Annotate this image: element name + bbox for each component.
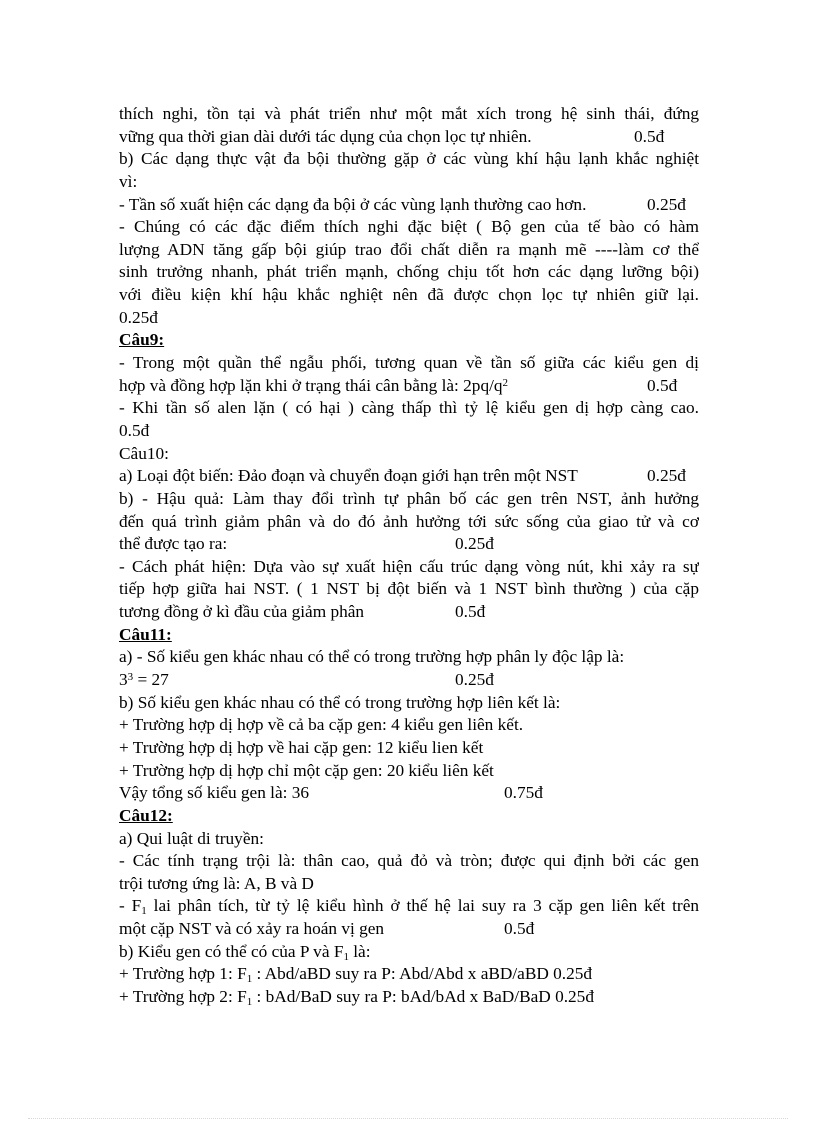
- line-text-continued: lai phân tích, từ tỷ lệ kiểu hình ở thế hệ lai suy ra 3 cặp gen liên kết trên: [146, 896, 699, 916]
- text-line: [119, 148, 699, 171]
- text-line: [119, 420, 699, 443]
- line-text: Câu12:: [119, 805, 173, 825]
- line-text: + Trường hợp dị hợp về hai cặp gen: 12 kiểu lien kết: [119, 737, 484, 757]
- line-text-continued: = 27: [133, 670, 169, 690]
- score-value: 0.5đ: [504, 919, 535, 939]
- line-text: Câu9:: [119, 330, 165, 350]
- subscript: 1: [246, 973, 253, 986]
- line-text: b) - Hậu quả: Làm thay đổi trình tự phân bố các gen trên NST, ảnh hưởng: [119, 488, 699, 508]
- line-text: Câu10:: [119, 443, 169, 463]
- line-text: thể được tạo ra:: [119, 534, 228, 554]
- line-text: tiếp hợp giữa hai NST. ( 1 NST bị đột biến và 1 NST bình thường ) của cặp: [119, 579, 699, 599]
- line-text: b) Số kiểu gen khác nhau có thể có trong trường hợp liên kết là:: [119, 692, 561, 712]
- text-line: [119, 171, 699, 194]
- line-text: - Chúng có các đặc điểm thích nghi đặc biệt ( Bộ gen của tế bào có hàm: [119, 217, 699, 237]
- score-value: 0.5đ: [647, 375, 678, 395]
- line-text: a) Loại đột biến: Đảo đoạn và chuyển đoạn giới hạn trên một NST: [119, 466, 578, 486]
- text-line: [119, 669, 699, 692]
- text-line: [119, 850, 699, 873]
- line-text: b) Các dạng thực vật đa bội thường gặp ở các vùng khí hậu lạnh khắc nghiệt: [119, 149, 699, 169]
- line-text: 0.5đ: [119, 420, 150, 440]
- line-text: + Trường hợp 2: F: [119, 986, 247, 1006]
- line-text: - F: [119, 896, 142, 916]
- score-value: 0.5đ: [634, 126, 665, 146]
- subscript: 1: [246, 995, 253, 1008]
- text-line: [119, 782, 699, 805]
- line-text: đến quá trình giảm phân và do đó ảnh hưởng tới sức sống của giao tử và cơ: [119, 511, 699, 531]
- text-line: [119, 307, 699, 330]
- line-text: + Trường hợp dị hợp về cả ba cặp gen: 4 kiểu gen liên kết.: [119, 715, 524, 735]
- score-value: 0.25đ: [647, 466, 686, 486]
- text-line: [119, 261, 699, 284]
- text-line: [119, 352, 699, 375]
- text-line: [119, 737, 699, 760]
- text-line: [119, 465, 699, 488]
- page-footer-divider: [28, 1118, 788, 1119]
- text-line: [119, 239, 699, 262]
- line-text: với điều kiện khí hậu khắc nghiệt nên đã được chọn lọc tự nhiên giữ lại.: [119, 285, 699, 305]
- text-line: [119, 126, 699, 149]
- section-heading: [119, 805, 699, 828]
- text-line: [119, 963, 699, 986]
- text-line: [119, 828, 699, 851]
- text-line: [119, 103, 699, 126]
- line-text-continued: : Abd/aBD suy ra P: Abd/Abd x aBD/aBD 0.25đ: [252, 964, 593, 984]
- line-text: lượng ADN tăng gấp bội giúp trao đổi chất diễn ra mạnh mẽ ----làm cơ thể: [119, 239, 699, 259]
- line-text: vì:: [119, 171, 138, 191]
- text-line: [119, 941, 699, 964]
- line-text: một cặp NST và có xảy ra hoán vị gen: [119, 919, 385, 939]
- line-text: + Trường hợp dị hợp chỉ một cặp gen: 20 kiểu liên kết: [119, 760, 494, 780]
- line-text: Vậy tổng số kiểu gen là: 36: [119, 783, 310, 803]
- superscript: 2: [502, 376, 509, 389]
- section-heading: [119, 329, 699, 352]
- text-line: [119, 601, 699, 624]
- line-text: tương đồng ở kì đầu của giảm phân: [119, 602, 365, 622]
- subscript: 1: [141, 905, 147, 918]
- text-line: [119, 284, 699, 307]
- line-text: - Khi tần số alen lặn ( có hại ) càng thấp thì tỷ lệ kiểu gen dị hợp càng cao.: [119, 398, 699, 418]
- score-value: 0.25đ: [455, 534, 494, 554]
- subscript: 1: [343, 950, 349, 963]
- line-text: - Trong một quần thể ngẫu phối, tương quan về tần số giữa các kiểu gen dị: [119, 353, 699, 373]
- score-value: 0.5đ: [455, 602, 486, 622]
- line-text: - Cách phát hiện: Dựa vào sự xuất hiện cấu trúc dạng vòng nút, khi xảy ra sự: [119, 556, 699, 576]
- line-text: - Tần số xuất hiện các dạng đa bội ở các vùng lạnh thường cao hơn.: [119, 194, 587, 214]
- line-text-continued: : bAd/BaD suy ra P: bAd/bAd x BaD/BaD 0.25đ: [252, 986, 594, 1006]
- text-line: [119, 714, 699, 737]
- line-text: vững qua thời gian dài dưới tác dụng của chọn lọc tự nhiên.: [119, 126, 532, 146]
- score-value: 0.75đ: [504, 783, 543, 803]
- text-line: [119, 986, 699, 1009]
- text-line: [119, 397, 699, 420]
- line-text: - Các tính trạng trội là: thân cao, quả đỏ và tròn; được qui định bởi các gen: [119, 851, 699, 871]
- line-text: 3: [119, 670, 128, 690]
- text-line: [119, 895, 699, 918]
- text-line: [119, 556, 699, 579]
- text-line: [119, 443, 699, 466]
- line-text: trội tương ứng là: A, B và D: [119, 873, 314, 893]
- section-heading: [119, 624, 699, 647]
- text-line: [119, 873, 699, 896]
- text-line: [119, 646, 699, 669]
- text-line: [119, 375, 699, 398]
- text-line: [119, 692, 699, 715]
- line-text-continued: là:: [348, 941, 371, 961]
- line-text: hợp và đồng hợp lặn khi ở trạng thái cân bằng là: 2pq/q: [119, 375, 503, 395]
- document-body: [119, 103, 699, 1009]
- superscript: 3: [127, 671, 134, 684]
- line-text: a) - Số kiểu gen khác nhau có thể có trong trường hợp phân ly độc lập là:: [119, 647, 625, 667]
- text-line: [119, 578, 699, 601]
- score-value: 0.25đ: [455, 670, 494, 690]
- text-line: [119, 533, 699, 556]
- score-value: 0.25đ: [647, 194, 686, 214]
- line-text: + Trường hợp 1: F: [119, 964, 247, 984]
- text-line: [119, 918, 699, 941]
- line-text: 0.25đ: [119, 307, 158, 327]
- text-line: [119, 760, 699, 783]
- line-text: a) Qui luật di truyền:: [119, 828, 264, 848]
- line-text: b) Kiểu gen có thể có của P và F: [119, 941, 344, 961]
- text-line: [119, 216, 699, 239]
- line-text: Câu11:: [119, 624, 172, 644]
- text-line: [119, 488, 699, 511]
- line-text: sinh trưởng nhanh, phát triển mạnh, chống chịu tốt hơn các dạng lưỡng bội): [119, 262, 699, 282]
- line-text: thích nghi, tồn tại và phát triển như một mắt xích trong hệ sinh thái, đứng: [119, 104, 699, 123]
- text-line: [119, 511, 699, 534]
- text-line: [119, 194, 699, 217]
